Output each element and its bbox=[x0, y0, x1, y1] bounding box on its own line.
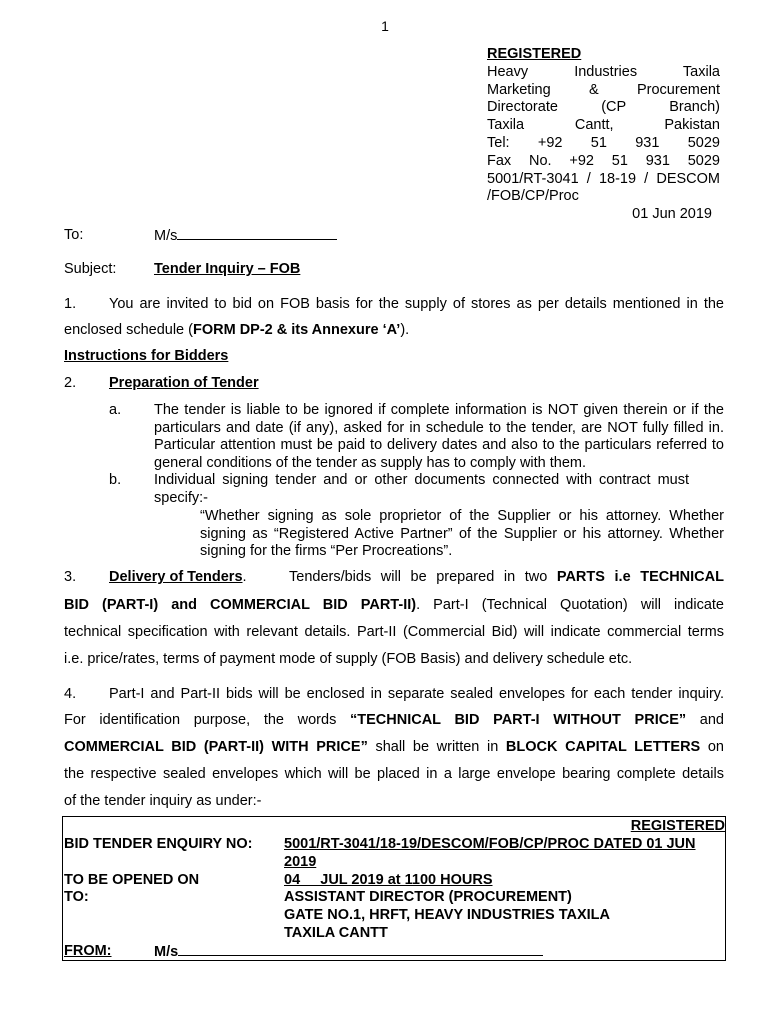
letter-date: 01 Jun 2019 bbox=[632, 206, 712, 223]
para4-text: shall be written in bbox=[367, 739, 506, 755]
envelope-to-label: TO: bbox=[64, 889, 89, 905]
para2-a-label: a. bbox=[109, 402, 122, 418]
to-label: To: bbox=[64, 227, 84, 243]
para2-number: 2. bbox=[64, 375, 77, 391]
envelope-details-box bbox=[62, 816, 726, 961]
para3-line4: i.e. price/rates, terms of payment mode of supply (FOB Basis) and delivery schedule etc. bbox=[64, 651, 633, 667]
para1-text-end: ). bbox=[400, 322, 410, 338]
para4-text-end: and bbox=[686, 712, 724, 728]
para2-b-text: Individual signing tender and or other documents connected with contract must specify:- bbox=[154, 472, 689, 506]
from-blank-line bbox=[178, 943, 543, 956]
para3-bid-parts: BID (PART-I) and COMMERCIAL BID PART-II) bbox=[64, 597, 417, 613]
registered-label: REGISTERED bbox=[487, 46, 582, 62]
para4-line1: Part-I and Part-II bids will be enclosed in separate sealed envelopes for each tender inquiry. bbox=[109, 686, 724, 702]
envelope-registered: REGISTERED bbox=[630, 818, 725, 834]
recipient-blank-line bbox=[177, 227, 337, 240]
para4-text-end: on bbox=[700, 739, 724, 755]
para4-block-capitals: BLOCK CAPITAL LETTERS bbox=[505, 739, 701, 755]
para1-line1: You are invited to bid on FOB basis for the supply of stores as per details mentioned in the bbox=[109, 296, 724, 312]
para4-line3 bbox=[64, 739, 724, 755]
para3-line2 bbox=[64, 597, 724, 613]
para3-text: . Part-I (Technical Quotation) will indicate bbox=[416, 597, 724, 613]
para4-technical-bid: “TECHNICAL BID PART-I WITHOUT PRICE” bbox=[350, 712, 687, 728]
bid-enquiry-number: 5001/RT-3041/18-19/DESCOM/FOB/CP/PROC DATED 01 JUN bbox=[284, 836, 696, 852]
para3-line3: technical specification with relevant details. Part-II (Commercial Bid) will indicate commercial terms bbox=[64, 624, 724, 640]
para1-line2 bbox=[64, 322, 409, 338]
address-line: 5001/RT-3041 / 18-19 / DESCOM bbox=[487, 170, 720, 187]
opened-on-label: TO BE OPENED ON bbox=[64, 872, 200, 888]
envelope-from-field bbox=[154, 943, 543, 960]
address-line: Directorate (CP Branch) bbox=[487, 99, 720, 116]
address-line: Taxila Cantt, Pakistan bbox=[487, 117, 720, 134]
page-number: 1 bbox=[381, 18, 389, 34]
para4-text: For identification purpose, the words bbox=[64, 712, 351, 728]
instructions-heading: Instructions for Bidders bbox=[64, 348, 229, 364]
para3-text: Tenders/bids will be prepared in two bbox=[289, 569, 557, 585]
envelope-to-line2: GATE NO.1, HRFT, HEAVY INDUSTRIES TAXILA bbox=[284, 907, 611, 923]
para4-line2 bbox=[64, 712, 724, 728]
bid-enquiry-year: 2019 bbox=[284, 854, 317, 870]
para4-commercial-bid: COMMERCIAL BID (PART-II) WITH PRICE” bbox=[64, 739, 368, 755]
subject-value: Tender Inquiry – FOB bbox=[154, 261, 301, 277]
to-value: M/s bbox=[154, 228, 178, 244]
address-line: Tel: +92 51 931 5029 bbox=[487, 134, 720, 151]
para3-number: 3. bbox=[64, 569, 77, 585]
address-line: Heavy Industries Taxila bbox=[487, 63, 720, 80]
para3-line1 bbox=[289, 569, 724, 585]
para4-line4: the respective sealed envelopes which will be placed in a large envelope bearing complete details bbox=[64, 766, 724, 782]
subject-label: Subject: bbox=[64, 261, 117, 277]
para2-a-text: The tender is liable to be ignored if complete information is NOT given therein or if the particulars and date (if any), asked for in schedule to the tender, are NOT fully filled in. Particular attention must be paid to delivery dates and also to the particulars referred to general conditions of the tender as supply has to comply with them. bbox=[154, 402, 724, 471]
para3-parts: PARTS i.e TECHNICAL bbox=[556, 569, 724, 585]
para2-quote: “Whether signing as sole proprietor of the Supplier or his attorney. Whether signing as “Registered Active Partner” of the Supplier or his attorney. Whether signing for the firms “Per Procreations”. bbox=[200, 508, 724, 559]
para4-number: 4. bbox=[64, 686, 77, 702]
para1-form-ref: FORM DP-2 & its Annexure ‘A’ bbox=[192, 322, 401, 338]
address-line: /FOB/CP/Proc bbox=[487, 188, 579, 205]
envelope-from-label: FROM: bbox=[64, 943, 112, 959]
para4-line5: of the tender inquiry as under:- bbox=[64, 793, 262, 809]
envelope-to-line1: ASSISTANT DIRECTOR (PROCUREMENT) bbox=[284, 889, 572, 905]
envelope-from-value: M/s bbox=[154, 944, 179, 960]
opened-on-value: 04 JUL 2019 at 1100 HOURS bbox=[284, 872, 493, 888]
para3-heading: Delivery of Tenders bbox=[109, 569, 243, 585]
address-line: Marketing & Procurement bbox=[487, 81, 720, 98]
para1-number: 1. bbox=[64, 296, 77, 312]
para2-heading: Preparation of Tender bbox=[109, 375, 259, 391]
bid-enquiry-label: BID TENDER ENQUIRY NO: bbox=[64, 836, 253, 852]
para2-b-label: b. bbox=[109, 472, 122, 488]
to-recipient bbox=[154, 227, 337, 244]
sender-address bbox=[487, 46, 720, 224]
envelope-to-line3: TAXILA CANTT bbox=[284, 925, 388, 941]
address-line: Fax No. +92 51 931 5029 bbox=[487, 152, 720, 169]
para1-text: enclosed schedule ( bbox=[64, 322, 193, 338]
para3-heading-line: Delivery of Tenders. bbox=[109, 569, 247, 585]
